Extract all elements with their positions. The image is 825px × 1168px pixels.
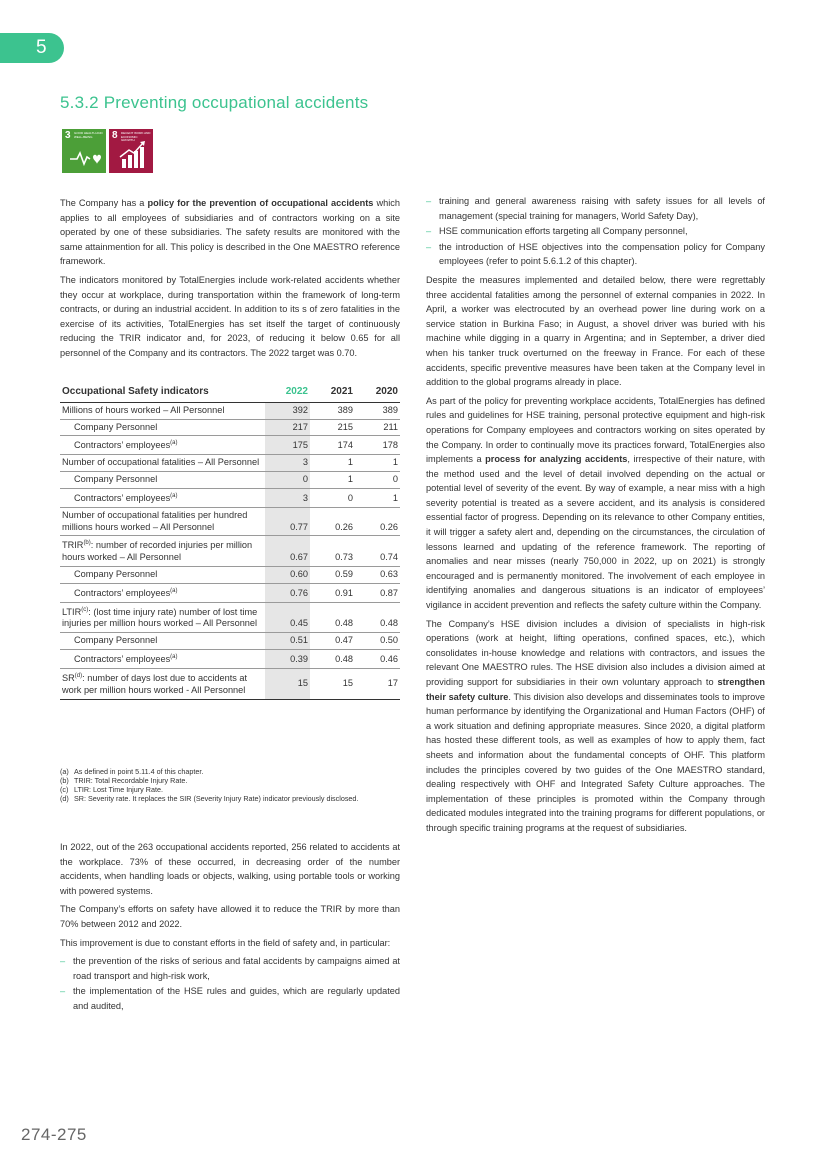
value-2022: 0 bbox=[265, 472, 310, 489]
list-item bbox=[60, 984, 400, 1013]
row-label-text: Contractors’ employees bbox=[74, 440, 171, 451]
row-label bbox=[60, 583, 265, 602]
row-label-text: LTIR bbox=[62, 606, 82, 617]
value-2021: 0.47 bbox=[310, 633, 355, 650]
table-row bbox=[60, 402, 400, 419]
list-item-text: – the prevention of the risks of serious and fatal accidents by campaigns aimed at road transport and high-risk work, bbox=[73, 956, 400, 981]
table-header-label: Occupational Safety indicators bbox=[60, 384, 265, 402]
table-row bbox=[60, 436, 400, 455]
left-column bbox=[60, 196, 400, 365]
list-item-text: – the introduction of HSE objectives into the compensation policy for Company employees (refer to point 5.6.1.2 of this chapter). bbox=[439, 241, 765, 267]
value-2021: 0.26 bbox=[310, 507, 355, 536]
value-2020: 0.63 bbox=[355, 566, 400, 583]
paragraph-accidents-2022: In 2022, out of the 263 occupational accidents reported, 256 related to accidents at the workplace. 73% of these occurred, in decreasing order of the number accidents, when handling loads or objects, walking, using portable tools or working with powered systems. bbox=[60, 842, 400, 896]
row-label-text: : number of days lost due to accidents at work per million hours worked - All Personnel bbox=[62, 672, 248, 695]
value-2021: 0.48 bbox=[310, 602, 355, 633]
footnote-ref: (c) bbox=[81, 606, 89, 613]
sdg-3-badge bbox=[62, 129, 106, 173]
sdg-8-badge bbox=[109, 129, 153, 173]
row-label bbox=[60, 488, 265, 507]
footnote-text: LTIR: Lost Time Injury Rate. bbox=[74, 784, 163, 794]
bold-term: policy for the prevention of occupational accidents bbox=[147, 198, 374, 208]
value-2021: 0.59 bbox=[310, 566, 355, 583]
row-label: Millions of hours worked – All Personnel bbox=[60, 402, 265, 419]
value-2021: 0 bbox=[310, 488, 355, 507]
bold-term: process for analyzing accidents bbox=[485, 454, 628, 465]
row-label bbox=[60, 536, 265, 567]
table-row bbox=[60, 419, 400, 436]
footnote-text: As defined in point 5.11.4 of this chapter. bbox=[74, 767, 204, 776]
value-2021: 15 bbox=[310, 668, 355, 699]
sdg-8-number: 8 bbox=[112, 130, 118, 141]
row-label bbox=[60, 602, 265, 633]
table-row bbox=[60, 455, 400, 472]
growth-chart-icon bbox=[109, 129, 153, 173]
right-column bbox=[426, 194, 765, 840]
table-row bbox=[60, 507, 400, 536]
row-label: Company Personnel bbox=[60, 633, 265, 650]
safety-indicators-table bbox=[60, 384, 400, 700]
value-2020: 0.74 bbox=[355, 536, 400, 567]
row-label: Company Personnel bbox=[60, 566, 265, 583]
row-label: Company Personnel bbox=[60, 472, 265, 489]
footnote-ref: (a) bbox=[170, 654, 178, 661]
list-item bbox=[426, 194, 765, 223]
value-2022: 0.60 bbox=[265, 566, 310, 583]
value-2020: 211 bbox=[355, 419, 400, 436]
value-2022: 3 bbox=[265, 488, 310, 507]
value-2022: 0.39 bbox=[265, 650, 310, 669]
year-2020-header: 2020 bbox=[355, 384, 400, 402]
bold-term: strengthen their safety culture bbox=[426, 677, 765, 702]
paragraph-trir-reduction: The Company’s efforts on safety have allowed it to reduce the TRIR by more than 70% between 2012 and 2022. bbox=[60, 904, 400, 929]
sdg-3-caption: GOOD HEALTH AND WELL-BEING bbox=[74, 131, 103, 139]
value-2020: 1 bbox=[355, 488, 400, 507]
row-label-text: Contractors’ employees bbox=[74, 587, 171, 598]
value-2020: 0.26 bbox=[355, 507, 400, 536]
footnote-ref: (b) bbox=[83, 540, 91, 547]
paragraph-indicators: The indicators monitored by TotalEnergies include work-related accidents whether they occur at workplace, during transportation within the framework of long-term contracts, or during an industrial accident. In addition to its s of zero fatalities in the exercise of its activities, TotalEnergies has set itself the target of continuously reducing the TRIR indicator and, for 2023, of reducing it below 0.65 for all personnel of the Company and its contractors. The 2022 target was 0.70. bbox=[60, 274, 400, 358]
table-row bbox=[60, 602, 400, 633]
footnote-ref: (a) bbox=[170, 587, 178, 594]
row-label bbox=[60, 436, 265, 455]
value-2021: 389 bbox=[310, 402, 355, 419]
text-run: , irrespective of their nature, with the method used and the level of detail involved depending on the actual or potential level of severity of the event. By way of example, a near miss with a high severity potential is treated as a severe accident, and its analysis is considered essential factor of progress. Depending on its relevance to other Company entities, it will trigger a safety alert and, depending on the circumstances, the circulation of lessons learned and updating of the reference framework. The reporting of anomalies and near misses (nearly 750,000 in 2022, up on 2021) is strongly encouraged and is permanently monitored. The involvement of each employee in identifying anomalies and dangerous situations is an indicator of employees’ vigilance in accident prevention and reflects the safety culture within the Company. bbox=[426, 454, 765, 611]
text-run: . This division also develops and disseminates tools to improve human performance by identifying the Organizational and Human Factors (OHF) of a work situation and defining appropriate measures. Since 2020, a digital platform has hosted these different tools, as well as examples of how to apply them, fact sheets and information about the fundamental concepts of OHF. This platform includes the principles covered by two guides of the One MAESTRO standard, dealing respectively with OHF and Integrated Safety Culture approaches. The implementation of these principles is promoted within the Company through dedicated modules integrated into the training programs for different populations, or through specific training programs at the request of subsidiaries. bbox=[426, 691, 765, 833]
row-label-text: : number of recorded injuries per million hours worked – All Personnel bbox=[62, 540, 253, 563]
table-row bbox=[60, 633, 400, 650]
list-item bbox=[426, 240, 765, 269]
table-row bbox=[60, 472, 400, 489]
row-label: Company Personnel bbox=[60, 419, 265, 436]
footnote-label: (c) bbox=[60, 784, 69, 794]
heartbeat-icon bbox=[62, 129, 106, 173]
footnote-label: (a) bbox=[60, 767, 69, 776]
year-2022-header: 2022 bbox=[265, 384, 310, 402]
value-2020: 0.87 bbox=[355, 583, 400, 602]
table-row bbox=[60, 668, 400, 699]
list-item bbox=[426, 224, 765, 239]
value-2020: 17 bbox=[355, 668, 400, 699]
table-footnotes bbox=[60, 768, 400, 804]
value-2020: 0.50 bbox=[355, 633, 400, 650]
footnote-text: TRIR: Total Recordable Injury Rate. bbox=[74, 775, 188, 785]
chapter-tab bbox=[0, 33, 64, 63]
row-label-text: : (lost time injury rate) number of lost time injuries per million hours worked – All Personnel bbox=[62, 606, 258, 629]
value-2021: 174 bbox=[310, 436, 355, 455]
value-2022: 15 bbox=[265, 668, 310, 699]
value-2021: 1 bbox=[310, 455, 355, 472]
left-column-lower bbox=[60, 840, 400, 1015]
value-2020: 0 bbox=[355, 472, 400, 489]
value-2022: 392 bbox=[265, 402, 310, 419]
page-number: 274-275 bbox=[21, 1125, 87, 1144]
value-2022: 3 bbox=[265, 455, 310, 472]
paragraph-improvement: This improvement is due to constant efforts in the field of safety and, in particular: bbox=[60, 937, 391, 948]
text-run: which applies to all employees of subsidiaries and of contractors working on a site operated by one of these subsidiaries. The safety results are monitored with the same attainmention for all. This policy is described in the One MAESTRO reference framework. bbox=[60, 198, 401, 267]
table-row bbox=[60, 583, 400, 602]
value-2022: 175 bbox=[265, 436, 310, 455]
value-2022: 0.51 bbox=[265, 633, 310, 650]
value-2020: 1 bbox=[355, 455, 400, 472]
year-2021-header: 2021 bbox=[310, 384, 355, 402]
row-label-text: TRIR bbox=[62, 540, 84, 551]
row-label bbox=[60, 650, 265, 669]
table-header-row bbox=[60, 384, 400, 402]
value-2020: 0.48 bbox=[355, 602, 400, 633]
paragraph-hse-division bbox=[426, 617, 765, 836]
footnote-label: (b) bbox=[60, 775, 69, 785]
value-2022: 0.77 bbox=[265, 507, 310, 536]
chapter-number: 5 bbox=[36, 37, 47, 58]
section-title: 5.3.2 Preventing occupational accidents bbox=[60, 93, 369, 112]
text-run: The Company has a bbox=[60, 198, 148, 208]
paragraph-fatalities: Despite the measures implemented and detailed below, there were regrettably three accidental fatalities among the personnel of external companies in 2022. In April, a worker was electrocuted by an overhead power line during work on a service station in Burkina Faso; in August, a shovel driver was buried with his machine while digging in a quarry in Argentina; and in September, a driver died when his tanker truck overturned on the freeway in France. For each of these accidents, specific preventive measures have been taken at the Company level in addition to the global programs already in place. bbox=[426, 274, 765, 388]
value-2022: 0.67 bbox=[265, 536, 310, 567]
value-2021: 0.91 bbox=[310, 583, 355, 602]
value-2021: 0.73 bbox=[310, 536, 355, 567]
footnote-text: SR: Severity rate. It replaces the SIR (Severity Injury Rate) indicator previously disclosed. bbox=[74, 793, 359, 803]
row-label: Number of occupational fatalities per hundred millions hours worked – All Personnel bbox=[60, 507, 265, 536]
sdg-3-number: 3 bbox=[65, 130, 71, 141]
sdg-8-caption: DECENT WORK AND ECONOMIC GROWTH bbox=[121, 131, 151, 142]
text-run: As part of the policy for preventing workplace accidents, TotalEnergies has defined rules and guidelines for HSE training, personal protective equipment and high-risk operations for Company employees and contractors working on sites operated by the Company. In order to continually move its practices forward, TotalEnergies also implements a bbox=[426, 395, 765, 465]
list-item bbox=[60, 954, 400, 983]
paragraph-policy bbox=[60, 196, 400, 269]
paragraph-accident-analysis bbox=[426, 394, 765, 613]
value-2021: 215 bbox=[310, 419, 355, 436]
footnote-ref: (d) bbox=[74, 672, 83, 679]
list-item-text: – HSE communication efforts targeting all Company personnel, bbox=[439, 226, 688, 237]
value-2020: 178 bbox=[355, 436, 400, 455]
table-row bbox=[60, 650, 400, 669]
row-label-text: SR bbox=[62, 672, 75, 683]
footnote-ref: (a) bbox=[170, 492, 178, 499]
value-2022: 0.76 bbox=[265, 583, 310, 602]
table-row bbox=[60, 488, 400, 507]
value-2022: 0.45 bbox=[265, 602, 310, 633]
row-label bbox=[60, 668, 265, 699]
row-label-text: Contractors’ employees bbox=[74, 654, 171, 665]
footnote-ref: (a) bbox=[170, 440, 178, 447]
text-run: The Company’s HSE division includes a division of specialists in high-risk operations (work at height, lifting operations, confined spaces, etc.), which consolidates in-house knowledge and relations with contractors, and issues the relevant One MAESTRO rules. The HSE division also includes a division aimed at providing support for subsidiaries in their own voluntary approach to bbox=[426, 618, 765, 687]
value-2021: 1 bbox=[310, 472, 355, 489]
list-item-text: – training and general awareness raising with safety issues for all levels of management (special training for managers, World Safety Day), bbox=[439, 196, 765, 221]
list-item-text: – the implementation of the HSE rules and guides, which are regularly updated and audited, bbox=[73, 986, 400, 1011]
value-2021: 0.48 bbox=[310, 650, 355, 669]
row-label: Number of occupational fatalities – All Personnel bbox=[60, 455, 265, 472]
value-2022: 217 bbox=[265, 419, 310, 436]
table-row bbox=[60, 536, 400, 567]
value-2020: 389 bbox=[355, 402, 400, 419]
footnote bbox=[60, 795, 400, 804]
row-label-text: Contractors’ employees bbox=[74, 492, 171, 503]
value-2020: 0.46 bbox=[355, 650, 400, 669]
footnote-label: (d) bbox=[60, 793, 69, 803]
table-row bbox=[60, 566, 400, 583]
